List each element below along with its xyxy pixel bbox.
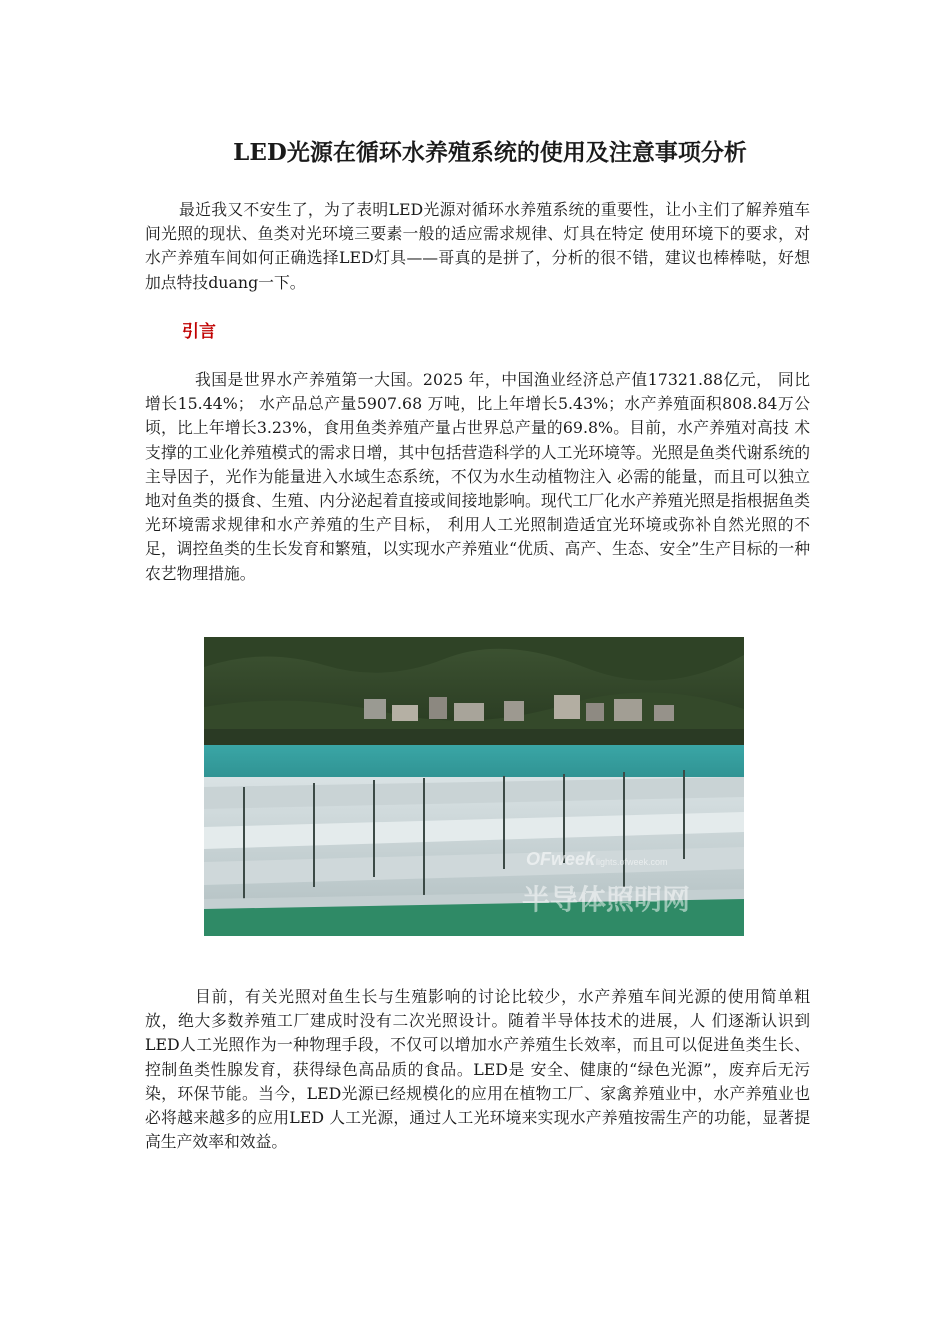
watermark-text: 半导体照明网: [522, 883, 691, 916]
body-paragraph-2: 目前，有关光照对鱼生长与生殖影响的讨论比较少，水产养殖车间光源的使用简单粗放，绝大多数养殖工厂建成时没有二次光照设计。随着半导体技术的进展，人 们逐渐认识到LED人工光照作为一种物理手段，不仅可以增加水产养殖生长效率，而且可以促进鱼类生长、控制鱼类性腺发育，获得绿色高品质的食品。LED是 安全、健康的“绿色光源”，废弃后无污染，环保节能。当今，LED光源已经规模化的应用在植物工厂、家禽养殖业中，水产养殖业也必将越来越多的应用LED 人工光源，通过人工光环境来实现水产养殖按需生产的功能，显著提高生产效率和效益。: [145, 987, 810, 1152]
intro-paragraph: 最近我又不安生了，为了表明LED光源对循环水养殖系统的重要性，让小主们了解养殖车间光照的现状、鱼类对光环境三要素一般的适应需求规律、灯具在特定 使用环境下的要求，对水产养殖车间如何正确选择LED灯具——哥真的是拼了，分析的很不错，建议也棒棒哒，好想加点特技duang一下。: [145, 200, 810, 292]
section-heading: 引言: [182, 322, 216, 342]
body-paragraph-1: 我国是世界水产养殖第一大国。2025 年，中国渔业经济总产值17321.88亿元， 同比增长15.44%； 水产品总产量5907.68 万吨，比上年增长5.43%；水产养殖面积808.84万公顷，比上年增长3.23%，食用鱼类养殖产量占世界总产量的69.8%。目前，水产养殖对高技 术支撑的工业化养殖模式的需求日增，其中包括营造科学的人工光环境等。光照是鱼类代谢系统的主导因子，光作为能量进入水域生态系统，不仅为水生动植物注入 必需的能量，而且可以独立地对鱼类的摄食、生殖、内分泌起着直接或间接地影响。现代工厂化水产养殖光照是指根据鱼类光环境需求规律和水产养殖的生产目标， 利用人工光照制造适宜光环境或弥补自然光照的不足，调控鱼类的生长发育和繁殖，以实现水产养殖业“优质、高产、生态、安全”生产目标的一种农艺物理措施。: [145, 370, 810, 583]
document-title: LED光源在循环水养殖系统的使用及注意事项分析: [233, 139, 747, 166]
aquaculture-photo: [204, 637, 744, 936]
watermark-logo: OFweek: [526, 849, 596, 869]
watermark-url: lights.ofweek.com: [596, 857, 668, 867]
